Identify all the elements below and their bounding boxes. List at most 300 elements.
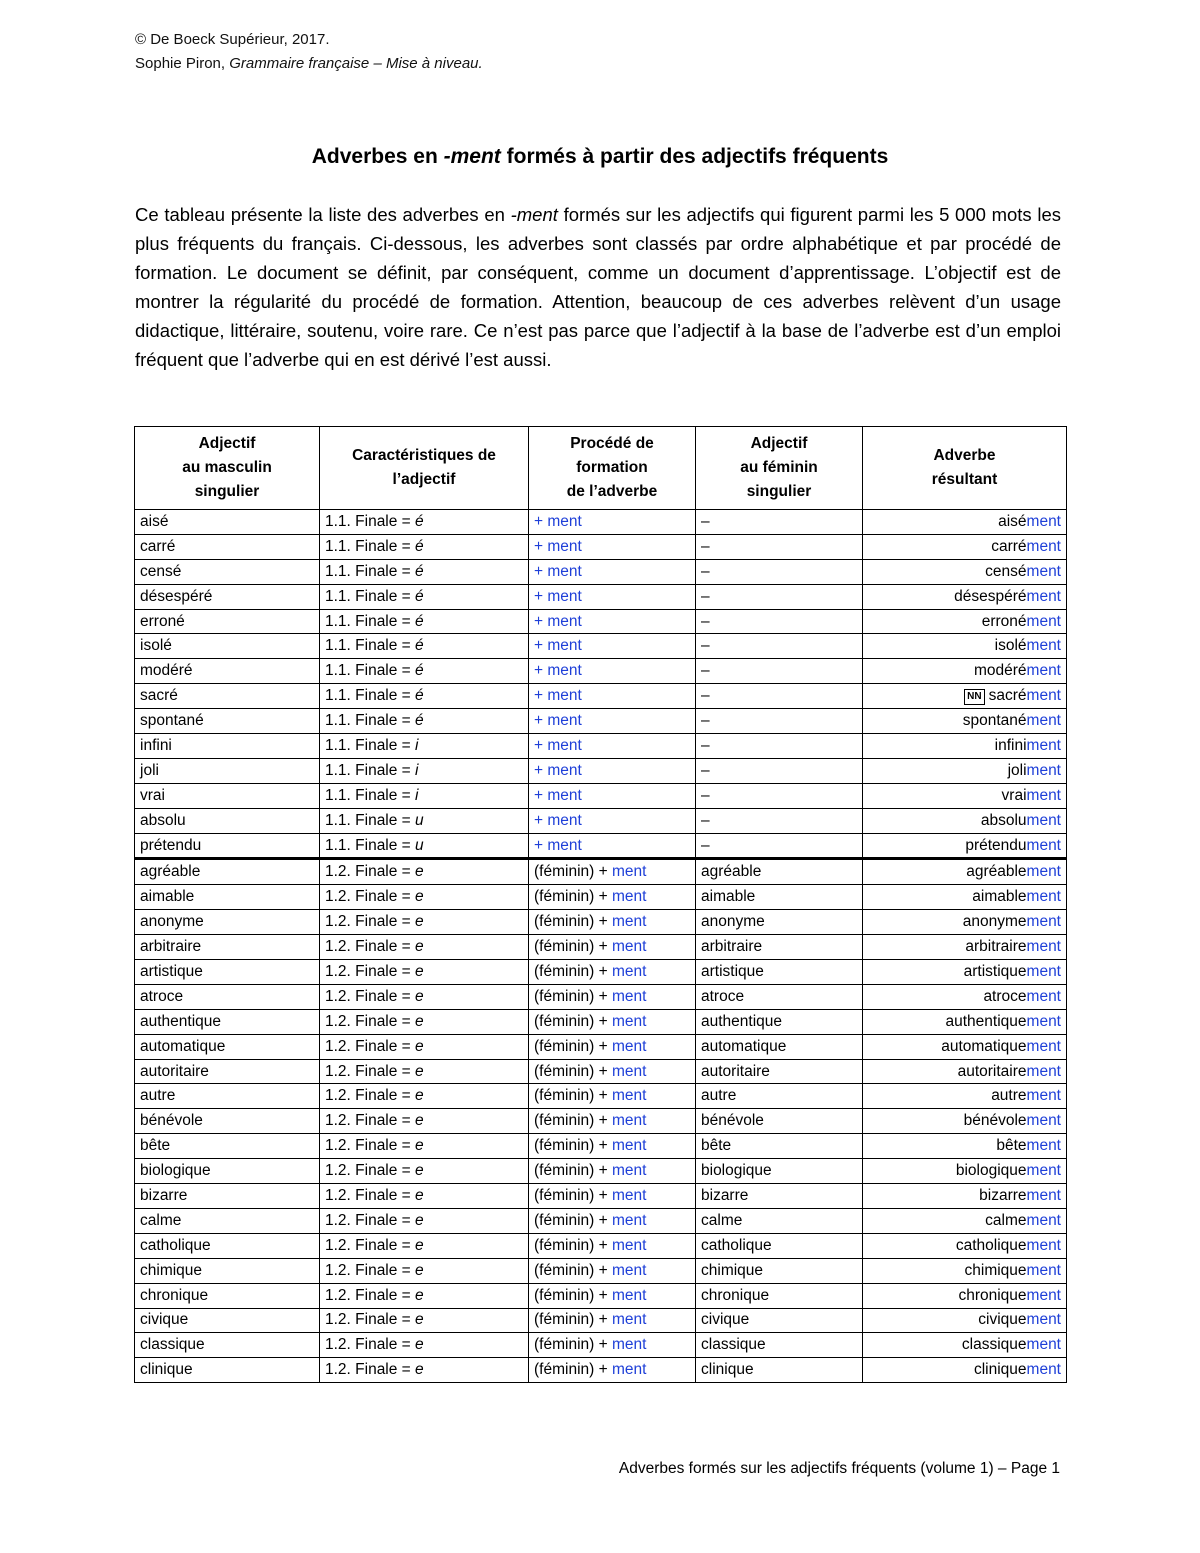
adverbe-base: erroné xyxy=(981,612,1027,630)
adverbe-base: chronique xyxy=(958,1286,1027,1304)
cell-feminin xyxy=(696,559,863,584)
procede-suffix: ment xyxy=(611,987,647,1005)
caracteristique-prefix: 1.2. Finale = xyxy=(325,1112,416,1130)
feminin-text: agréable xyxy=(701,863,762,881)
adverbe-base: carré xyxy=(991,537,1027,555)
table-row xyxy=(135,859,1067,885)
cell-adjectif xyxy=(135,634,320,659)
procede-suffix: ment xyxy=(611,1137,647,1155)
table-row xyxy=(135,659,1067,684)
intro-pre: Ce tableau présente la liste des adverbes en xyxy=(135,204,511,225)
feminin-text: – xyxy=(701,811,710,829)
table-row xyxy=(135,510,1067,535)
table-row xyxy=(135,559,1067,584)
cell-adverbe xyxy=(863,1084,1067,1109)
caracteristique-prefix: 1.2. Finale = xyxy=(325,1012,416,1030)
cell-feminin xyxy=(696,885,863,910)
cell-procede xyxy=(529,609,696,634)
table-row xyxy=(135,1109,1067,1134)
cell-adverbe xyxy=(863,885,1067,910)
procede-operator: (féminin) + xyxy=(534,1112,612,1130)
adjectif-text: agréable xyxy=(140,863,201,881)
adverbe-suffix: ment xyxy=(1026,836,1061,854)
adjectif-text: calme xyxy=(140,1211,182,1229)
table-header-row xyxy=(135,427,1067,510)
procede-suffix: ment xyxy=(611,1336,647,1354)
feminin-text: atroce xyxy=(701,987,745,1005)
table-row xyxy=(135,1358,1067,1383)
table-row xyxy=(135,1159,1067,1184)
cell-procede xyxy=(529,885,696,910)
cell-adjectif xyxy=(135,808,320,833)
cell-adjectif xyxy=(135,734,320,759)
caracteristique-prefix: 1.2. Finale = xyxy=(325,888,416,906)
adverbe-suffix: ment xyxy=(1026,662,1061,680)
table-row xyxy=(135,1184,1067,1209)
cell-feminin xyxy=(696,1009,863,1034)
procede-suffix: ment xyxy=(611,913,647,931)
caracteristique-letter: é xyxy=(415,612,424,630)
feminin-text: autre xyxy=(701,1087,737,1105)
cell-procede xyxy=(529,1009,696,1034)
cell-feminin xyxy=(696,910,863,935)
procede-suffix: ment xyxy=(611,1211,647,1229)
cell-adverbe xyxy=(863,833,1067,859)
cell-adjectif xyxy=(135,510,320,535)
feminin-text: civique xyxy=(701,1311,750,1329)
procede-operator: (féminin) + xyxy=(534,1236,612,1254)
cell-adverbe xyxy=(863,808,1067,833)
adverbe-base: autre xyxy=(991,1087,1027,1105)
caracteristique-letter: e xyxy=(415,1336,424,1354)
cell-feminin xyxy=(696,783,863,808)
caracteristique-letter: e xyxy=(415,1162,424,1180)
cell-adverbe xyxy=(863,859,1067,885)
table-row xyxy=(135,1059,1067,1084)
cell-adjectif xyxy=(135,1109,320,1134)
caracteristique-prefix: 1.2. Finale = xyxy=(325,1286,416,1304)
procede-operator: + xyxy=(534,786,548,804)
cell-adverbe xyxy=(863,1034,1067,1059)
adverbe-suffix: ment xyxy=(1026,612,1061,630)
feminin-text: aimable xyxy=(701,888,756,906)
adverbe-suffix: ment xyxy=(1026,1137,1061,1155)
cell-procede xyxy=(529,833,696,859)
cell-caracteristique xyxy=(320,584,529,609)
adjectif-text: bizarre xyxy=(140,1186,188,1204)
cell-adjectif xyxy=(135,783,320,808)
cell-adjectif xyxy=(135,709,320,734)
cell-caracteristique xyxy=(320,1233,529,1258)
cell-procede xyxy=(529,1358,696,1383)
adverbe-base: authentique xyxy=(945,1012,1027,1030)
cell-procede xyxy=(529,808,696,833)
adverbe-suffix: ment xyxy=(1026,537,1061,555)
adverbe-base: autoritaire xyxy=(957,1062,1027,1080)
adverbe-base: automatique xyxy=(941,1037,1027,1055)
adjectif-text: autre xyxy=(140,1087,176,1105)
adverbe-suffix: ment xyxy=(1026,1361,1061,1379)
adverbe-suffix: ment xyxy=(1026,863,1061,881)
title-post: formés à partir des adjectifs fréquents xyxy=(500,145,889,168)
cell-feminin xyxy=(696,1233,863,1258)
adverbe-suffix: ment xyxy=(1026,1336,1061,1354)
cell-feminin xyxy=(696,1283,863,1308)
feminin-text: biologique xyxy=(701,1162,772,1180)
cell-adverbe xyxy=(863,534,1067,559)
book-title: Grammaire française – Mise à niveau. xyxy=(229,55,483,72)
procede-suffix: ment xyxy=(611,1311,647,1329)
procede-operator: (féminin) + xyxy=(534,1361,612,1379)
cell-feminin xyxy=(696,734,863,759)
procede-suffix: ment xyxy=(611,1037,647,1055)
procede-operator: (féminin) + xyxy=(534,938,612,956)
procede-suffix: ment xyxy=(547,587,582,605)
table-row xyxy=(135,1283,1067,1308)
cell-procede xyxy=(529,534,696,559)
cell-caracteristique xyxy=(320,783,529,808)
procede-suffix: ment xyxy=(611,1162,647,1180)
procede-operator: (féminin) + xyxy=(534,1186,612,1204)
cell-feminin xyxy=(696,609,863,634)
cell-adjectif xyxy=(135,910,320,935)
cell-feminin xyxy=(696,534,863,559)
adverbe-suffix: ment xyxy=(1026,1062,1061,1080)
procede-operator: + xyxy=(534,537,548,555)
adverbe-base: joli xyxy=(1007,761,1027,779)
cell-adverbe xyxy=(863,1283,1067,1308)
cell-adverbe xyxy=(863,734,1067,759)
caracteristique-prefix: 1.1. Finale = xyxy=(325,662,416,680)
cell-caracteristique xyxy=(320,1184,529,1209)
caracteristique-letter: e xyxy=(415,1186,424,1204)
cell-adverbe xyxy=(863,1009,1067,1034)
adjectif-text: sacré xyxy=(140,687,178,705)
procede-suffix: ment xyxy=(547,662,582,680)
caracteristique-prefix: 1.1. Finale = xyxy=(325,537,416,555)
procede-operator: (féminin) + xyxy=(534,1012,612,1030)
adjectif-text: clinique xyxy=(140,1361,193,1379)
feminin-text: calme xyxy=(701,1211,743,1229)
cell-feminin xyxy=(696,510,863,535)
adverbe-base: bénévole xyxy=(963,1112,1027,1130)
cell-procede xyxy=(529,1034,696,1059)
caracteristique-letter: e xyxy=(415,1361,424,1379)
cell-caracteristique xyxy=(320,1333,529,1358)
adverbe-suffix: ment xyxy=(1026,1162,1061,1180)
caracteristique-letter: e xyxy=(415,1236,424,1254)
cell-adjectif xyxy=(135,1283,320,1308)
procede-operator: + xyxy=(534,637,548,655)
adverbe-suffix: ment xyxy=(1026,811,1061,829)
caracteristique-prefix: 1.1. Finale = xyxy=(325,811,416,829)
cell-procede xyxy=(529,984,696,1009)
adverbe-base: atroce xyxy=(983,987,1027,1005)
adverbs-table xyxy=(134,426,1067,1383)
adverbe-suffix: ment xyxy=(1026,962,1061,980)
procede-operator: + xyxy=(534,612,548,630)
feminin-text: authentique xyxy=(701,1012,783,1030)
procede-operator: (féminin) + xyxy=(534,1311,612,1329)
caracteristique-prefix: 1.2. Finale = xyxy=(325,1211,416,1229)
adverbe-base: biologique xyxy=(955,1162,1027,1180)
caracteristique-letter: e xyxy=(415,987,424,1005)
caracteristique-letter: e xyxy=(415,913,424,931)
adverbe-suffix: ment xyxy=(1026,736,1061,754)
caracteristique-letter: e xyxy=(415,1311,424,1329)
procede-suffix: ment xyxy=(611,1236,647,1254)
cell-caracteristique xyxy=(320,1283,529,1308)
adjectif-text: bénévole xyxy=(140,1112,203,1130)
cell-caracteristique xyxy=(320,1109,529,1134)
cell-adverbe xyxy=(863,910,1067,935)
adjectif-text: isolé xyxy=(140,637,172,655)
cell-adverbe xyxy=(863,559,1067,584)
procede-suffix: ment xyxy=(611,938,647,956)
procede-operator: (féminin) + xyxy=(534,888,612,906)
procede-operator: (féminin) + xyxy=(534,1062,612,1080)
procede-operator: + xyxy=(534,687,548,705)
table-row xyxy=(135,734,1067,759)
cell-adverbe xyxy=(863,1333,1067,1358)
title-italic: -ment xyxy=(443,145,501,168)
adverbe-base: civique xyxy=(978,1311,1027,1329)
feminin-text: – xyxy=(701,712,710,730)
adverbe-base: vrai xyxy=(1001,786,1027,804)
procede-suffix: ment xyxy=(611,1112,647,1130)
cell-procede xyxy=(529,1208,696,1233)
procede-suffix: ment xyxy=(547,512,582,530)
caracteristique-letter: u xyxy=(415,811,424,829)
cell-adverbe xyxy=(863,1184,1067,1209)
procede-suffix: ment xyxy=(547,537,582,555)
adjectif-text: chimique xyxy=(140,1261,203,1279)
adverbe-suffix: ment xyxy=(1026,761,1061,779)
caracteristique-prefix: 1.1. Finale = xyxy=(325,712,416,730)
adverbe-suffix: ment xyxy=(1026,1311,1061,1329)
cell-feminin xyxy=(696,758,863,783)
feminin-text: clinique xyxy=(701,1361,754,1379)
procede-suffix: ment xyxy=(611,1286,647,1304)
table-row xyxy=(135,1084,1067,1109)
adverbe-suffix: ment xyxy=(1026,1186,1061,1204)
adverbe-suffix: ment xyxy=(1026,1012,1061,1030)
procede-operator: (féminin) + xyxy=(534,863,612,881)
procede-operator: (féminin) + xyxy=(534,1211,612,1229)
procede-operator: + xyxy=(534,836,548,854)
cell-procede xyxy=(529,1159,696,1184)
adverbe-base: agréable xyxy=(966,863,1027,881)
cell-caracteristique xyxy=(320,1084,529,1109)
procede-operator: + xyxy=(534,587,548,605)
adjectif-text: aimable xyxy=(140,888,195,906)
cell-adjectif xyxy=(135,758,320,783)
table-row xyxy=(135,984,1067,1009)
table-row xyxy=(135,1333,1067,1358)
cell-adverbe xyxy=(863,659,1067,684)
feminin-text: artistique xyxy=(701,962,764,980)
adjectif-text: spontané xyxy=(140,712,204,730)
adjectif-text: désespéré xyxy=(140,587,213,605)
adverbe-base: aisé xyxy=(998,512,1027,530)
procede-operator: + xyxy=(534,712,548,730)
feminin-text: – xyxy=(701,687,710,705)
table-row xyxy=(135,935,1067,960)
cell-feminin xyxy=(696,1159,863,1184)
caracteristique-letter: i xyxy=(415,736,419,754)
cell-feminin xyxy=(696,1308,863,1333)
caracteristique-prefix: 1.2. Finale = xyxy=(325,863,416,881)
adverbe-base: isolé xyxy=(994,637,1027,655)
table-row xyxy=(135,1034,1067,1059)
adverbe-base: absolu xyxy=(980,811,1027,829)
cell-procede xyxy=(529,634,696,659)
adverbe-suffix: ment xyxy=(1026,1286,1061,1304)
procede-suffix: ment xyxy=(547,736,582,754)
cell-procede xyxy=(529,510,696,535)
cell-feminin xyxy=(696,1109,863,1134)
caracteristique-prefix: 1.1. Finale = xyxy=(325,562,416,580)
caracteristique-letter: e xyxy=(415,1286,424,1304)
cell-procede xyxy=(529,1109,696,1134)
cell-adjectif xyxy=(135,559,320,584)
caracteristique-prefix: 1.2. Finale = xyxy=(325,1137,416,1155)
adverbe-suffix: ment xyxy=(1026,1261,1061,1279)
adverbe-base: bizarre xyxy=(979,1186,1027,1204)
cell-adjectif xyxy=(135,534,320,559)
feminin-text: – xyxy=(701,587,710,605)
adverbe-base: désespéré xyxy=(954,587,1027,605)
procede-suffix: ment xyxy=(611,1186,647,1204)
caracteristique-letter: é xyxy=(415,687,424,705)
cell-feminin xyxy=(696,960,863,985)
procede-operator: + xyxy=(534,562,548,580)
procede-suffix: ment xyxy=(547,712,582,730)
caracteristique-letter: e xyxy=(415,938,424,956)
header-procede: Procédé de formation de l’adverbe xyxy=(529,427,696,510)
cell-caracteristique xyxy=(320,935,529,960)
cell-adverbe xyxy=(863,634,1067,659)
adjectif-text: chronique xyxy=(140,1286,209,1304)
feminin-text: – xyxy=(701,662,710,680)
feminin-text: catholique xyxy=(701,1236,772,1254)
cell-adverbe xyxy=(863,960,1067,985)
cell-adverbe xyxy=(863,684,1067,709)
caracteristique-letter: e xyxy=(415,1112,424,1130)
cell-procede xyxy=(529,1184,696,1209)
caracteristique-prefix: 1.2. Finale = xyxy=(325,1186,416,1204)
header-adjectif-masculin: Adjectif au masculin singulier xyxy=(135,427,320,510)
cell-adverbe xyxy=(863,1258,1067,1283)
procede-suffix: ment xyxy=(611,962,647,980)
cell-feminin xyxy=(696,1333,863,1358)
caracteristique-letter: u xyxy=(415,836,424,854)
table-row xyxy=(135,684,1067,709)
cell-adverbe xyxy=(863,510,1067,535)
feminin-text: chronique xyxy=(701,1286,770,1304)
cell-adverbe xyxy=(863,1308,1067,1333)
feminin-text: – xyxy=(701,537,710,555)
caracteristique-letter: é xyxy=(415,562,424,580)
cell-adjectif xyxy=(135,885,320,910)
cell-feminin xyxy=(696,808,863,833)
caracteristique-letter: é xyxy=(415,637,424,655)
procede-operator: (féminin) + xyxy=(534,1336,612,1354)
procede-suffix: ment xyxy=(611,1261,647,1279)
adjectif-text: classique xyxy=(140,1336,205,1354)
feminin-text: autoritaire xyxy=(701,1062,770,1080)
feminin-text: anonyme xyxy=(701,913,765,931)
feminin-text: arbitraire xyxy=(701,938,763,956)
caracteristique-letter: é xyxy=(415,512,424,530)
cell-adjectif xyxy=(135,1258,320,1283)
cell-adjectif xyxy=(135,584,320,609)
adverbe-suffix: ment xyxy=(1026,1211,1061,1229)
adverbe-base: clinique xyxy=(973,1361,1027,1379)
cell-adverbe xyxy=(863,609,1067,634)
cell-procede xyxy=(529,1258,696,1283)
table-row xyxy=(135,885,1067,910)
table-row xyxy=(135,1009,1067,1034)
cell-procede xyxy=(529,783,696,808)
intro-italic: -ment xyxy=(510,204,558,225)
table-row xyxy=(135,1208,1067,1233)
nn-badge: NN xyxy=(964,689,984,705)
caracteristique-letter: e xyxy=(415,1062,424,1080)
procede-operator: (féminin) + xyxy=(534,1162,612,1180)
cell-procede xyxy=(529,684,696,709)
table-row xyxy=(135,758,1067,783)
cell-procede xyxy=(529,584,696,609)
adjectif-text: atroce xyxy=(140,987,184,1005)
adverbe-suffix: ment xyxy=(1026,786,1061,804)
cell-feminin xyxy=(696,833,863,859)
caracteristique-letter: e xyxy=(415,1037,424,1055)
procede-suffix: ment xyxy=(611,1062,647,1080)
cell-caracteristique xyxy=(320,885,529,910)
adjectif-text: erroné xyxy=(140,612,185,630)
caracteristique-letter: e xyxy=(415,1211,424,1229)
cell-adverbe xyxy=(863,783,1067,808)
feminin-text: bête xyxy=(701,1137,732,1155)
cell-caracteristique xyxy=(320,1358,529,1383)
cell-adjectif xyxy=(135,1059,320,1084)
cell-adjectif xyxy=(135,984,320,1009)
feminin-text: – xyxy=(701,786,710,804)
caracteristique-letter: e xyxy=(415,1261,424,1279)
cell-feminin xyxy=(696,709,863,734)
cell-feminin xyxy=(696,935,863,960)
cell-caracteristique xyxy=(320,1258,529,1283)
cell-caracteristique xyxy=(320,559,529,584)
adverbe-suffix: ment xyxy=(1026,938,1061,956)
adjectif-text: carré xyxy=(140,537,176,555)
cell-procede xyxy=(529,1308,696,1333)
adjectif-text: aisé xyxy=(140,512,169,530)
caracteristique-prefix: 1.2. Finale = xyxy=(325,1236,416,1254)
caracteristique-letter: e xyxy=(415,962,424,980)
page-footer: Adverbes formés sur les adjectifs fréquents (volume 1) – Page 1 xyxy=(618,1460,1060,1477)
cell-adverbe xyxy=(863,1233,1067,1258)
caracteristique-prefix: 1.2. Finale = xyxy=(325,1062,416,1080)
caracteristique-letter: e xyxy=(415,863,424,881)
adverbe-suffix: ment xyxy=(1026,562,1061,580)
table-row xyxy=(135,833,1067,859)
procede-operator: + xyxy=(534,761,548,779)
adverbe-base: catholique xyxy=(955,1236,1027,1254)
cell-caracteristique xyxy=(320,1034,529,1059)
procede-operator: + xyxy=(534,736,548,754)
